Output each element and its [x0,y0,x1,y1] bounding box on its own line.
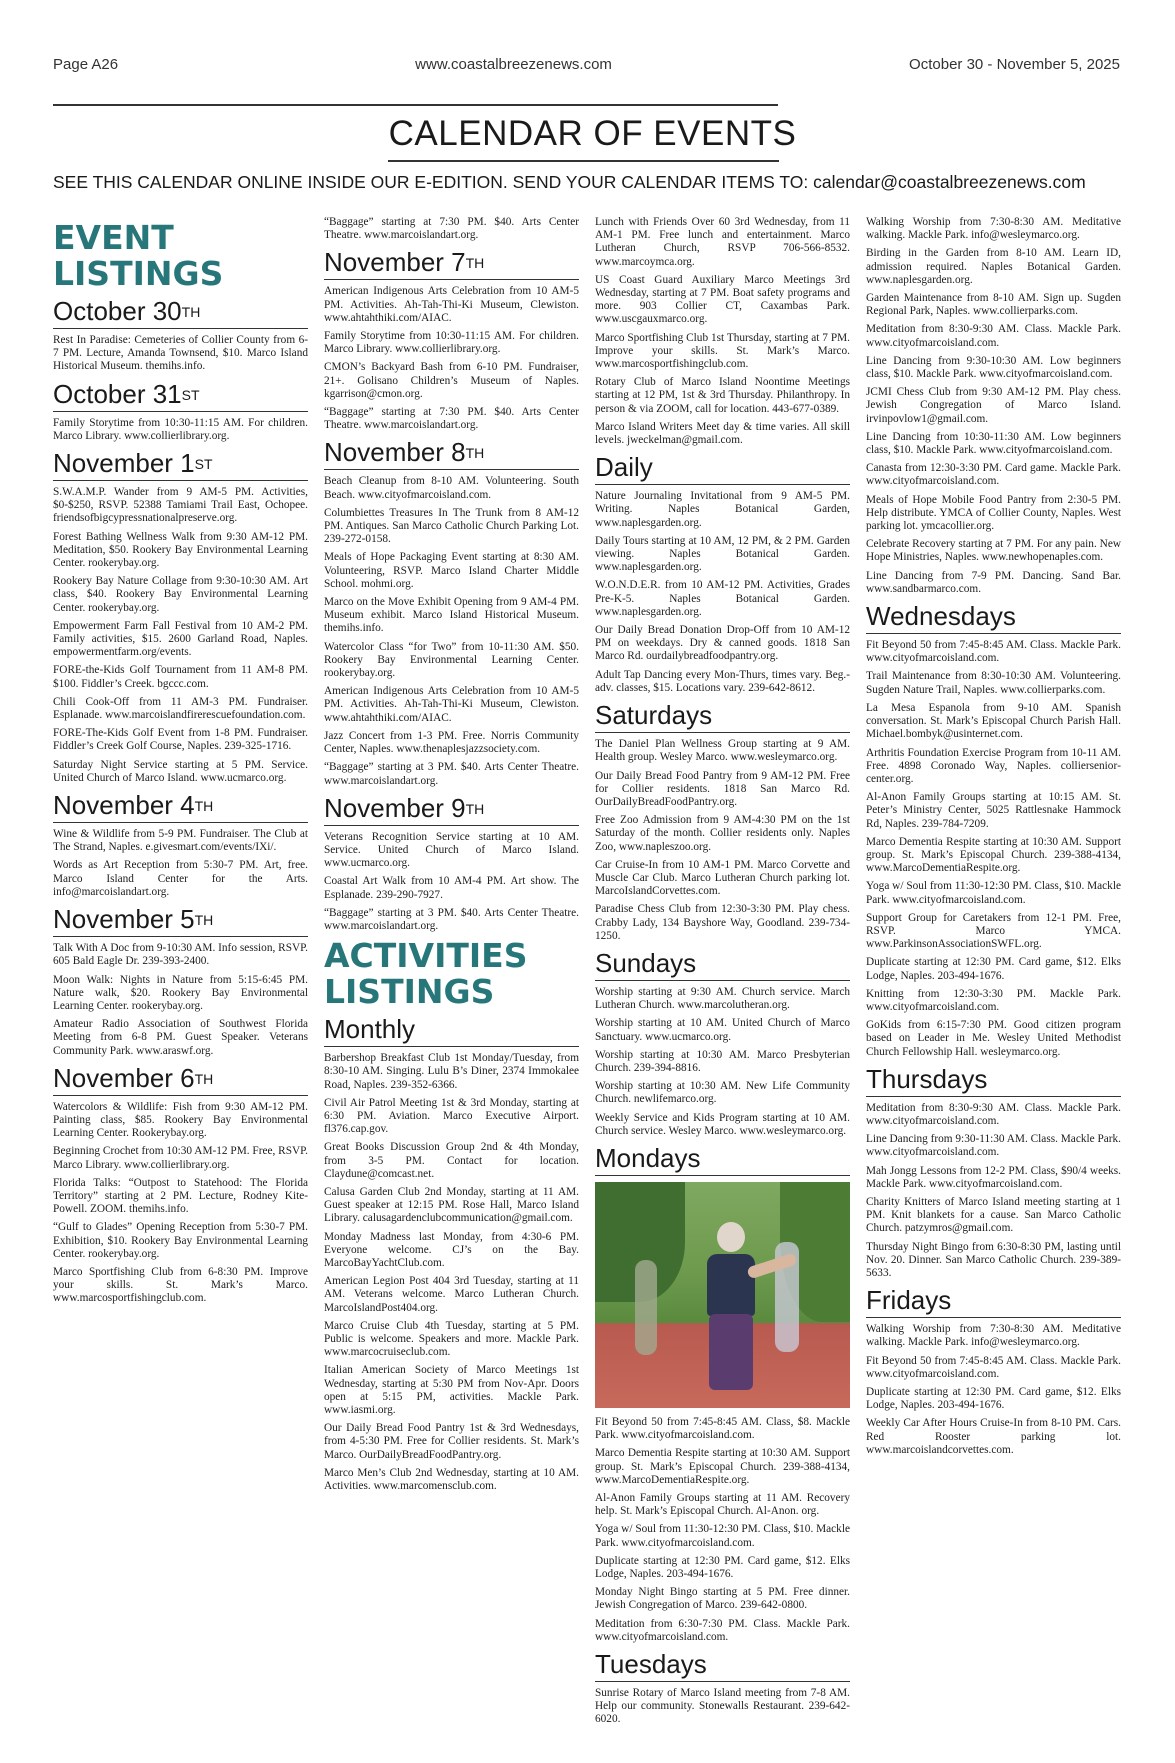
activity-item: Duplicate starting at 12:30 PM. Card game, $12. Elks Lodge, Naples. 203-494-1676. [866,1386,1121,1412]
date-heading-nov9-suffix: TH [465,800,485,817]
activity-item: Fit Beyond 50 from 7:45-8:45 AM. Class. Mackle Park. www.cityofmarcoisland.com. [866,1354,1121,1380]
activity-item: Our Daily Bread Food Pantry from 9 AM-12 PM. Free for Collier residents. 1818 San Marco Rd. OurDailyBreadFoodPantry.org. [595,769,850,808]
date-heading-nov5 [53,904,308,937]
date-heading-oct31-suffix: ST [181,386,200,403]
event-item: Meals of Hope Packaging Event starting at 8:30 AM. Volunteering, RSVP. Marco Island Charter Middle School. mohmi.org. [324,551,579,590]
activity-item: Marco Island Writers Meet day & time varies. All skill levels. jweckelman@gmail.com. [595,420,850,447]
event-item: Coastal Art Walk from 10 AM-4 PM. Art show. The Esplanade. 239-290-7927. [324,875,579,901]
event-item: CMON’s Backyard Bash from 6-10 PM. Fundraiser, 21+. Golisano Children’s Museum of Naples. kgarrison@cmon.org. [324,361,579,400]
date-heading-nov7-suffix: TH [465,255,485,272]
section-heading-mondays: Mondays [595,1143,850,1176]
photo-dancer-pants [709,1314,753,1390]
activity-item: Daily Tours starting at 10 AM, 12 PM, & 2 PM. Garden viewing. Naples Botanical Garden. www.naplesgarden.org. [595,534,850,574]
activity-item: Garden Maintenance from 8-10 AM. Sign up. Sugden Regional Park, Naples. www.collierparks.com. [866,292,1121,318]
site-url[interactable]: www.coastalbreezenews.com [415,56,612,73]
page-number: Page A26 [53,56,119,73]
event-item: “Baggage” starting at 3 PM. $40. Arts Center Theatre. www.marcoislandart.org. [324,906,579,932]
activity-item: Canasta from 12:30-3:30 PM. Card game. Mackle Park. www.cityofmarcoisland.com. [866,462,1121,488]
activity-item: Weekly Service and Kids Program starting at 10 AM. Church service. Wesley Marco. www.wesleymarco.org. [595,1111,850,1137]
date-heading-nov4-suffix: TH [194,798,214,815]
activity-item: Duplicate starting at 12:30 PM. Card game, $12. Elks Lodge, Naples. 203-494-1676. [595,1554,850,1580]
activity-item: US Coast Guard Auxiliary Marco Meetings 3rd Wednesday, starting at 7 PM. Boat safety programs and more. 903 Collier CT, Caxambas Park. www.uscgauxmarco.org. [595,273,850,326]
page-subtitle: SEE THIS CALENDAR ONLINE INSIDE OUR E-EDITION. SEND YOUR CALENDAR ITEMS TO: calendar@coastalbreezenews.com [53,172,1086,192]
photo-bg-person2 [635,1260,657,1355]
activity-item: Meditation from 6:30-7:30 PM. Class. Mackle Park. www.cityofmarcoisland.com. [595,1617,850,1643]
event-item: Florida Talks: “Outpost to Statehood: The Florida Territory” starting at 2 PM. Lecture, Rodney Kite-Powell. ZOOM. themihs.info. [53,1176,308,1216]
activity-item: Sunrise Rotary of Marco Island meeting from 7-8 AM. Help our community. Stonewalls Restaurant. 239-642-6020. [595,1687,850,1726]
event-item: Chili Cook-Off from 11 AM-3 PM. Fundraiser. Esplanade. www.marcoislandfirerescuefoundation.com. [53,695,308,722]
event-item: Family Storytime from 10:30-11:15 AM. For children. Marco Library. www.collierlibrary.org. [324,330,579,356]
activity-item: Barbershop Breakfast Club 1st Monday/Tuesday, from 8:30-10 AM. Singing. Lulu B’s Diner, 2374 Immokalee Road, Naples. 239-352-6366. [324,1052,579,1091]
activity-item: Our Daily Bread Food Pantry 1st & 3rd Wednesdays, from 4-5:30 PM. Free for Collier residents. St. Mark’s Marco. OurDailyBreadFoodPantry.org. [324,1422,579,1461]
activity-item: Yoga w/ Soul from 11:30-12:30 PM. Class, $10. Mackle Park. www.cityofmarcoisland.com. [866,880,1121,906]
date-heading-nov8-suffix: TH [465,445,485,462]
event-item: Columbiettes Treasures In The Trunk from 8 AM-12 PM. Antiques. San Marco Catholic Church Parking Lot. 239-272-0158. [324,506,579,546]
event-item: Veterans Recognition Service starting at 10 AM. Service. United Church of Marco Island. www.ucmarco.org. [324,830,579,870]
event-item: Empowerment Farm Fall Festival from 10 AM-2 PM. Family activities, $15. 2600 Garland Road, Naples. empowermentfarm.org/events. [53,619,308,659]
activity-item: Line Dancing from 10:30-11:30 AM. Low beginners class, $10. Mackle Park. www.cityofmarcoisland.com. [866,430,1121,457]
event-item: American Indigenous Arts Celebration from 10 AM-5 PM. Activities. Ah-Tah-Thi-Ki Museum, Clewiston. www.ahtahthiki.com/AIAC. [324,685,579,724]
section-heading-thursdays: Thursdays [866,1064,1121,1097]
event-item: Amateur Radio Association of Southwest Florida Meeting from 6-8 PM. Guest Speaker. Veterans Community Park. www.araswf.org. [53,1018,308,1057]
event-item: “Gulf to Glades” Opening Reception from 5:30-7 PM. Exhibition, $10. Rookery Bay Environmental Learning Center. rookerybay.org. [53,1221,308,1260]
activity-item: Duplicate starting at 12:30 PM. Card game, $12. Elks Lodge, Naples. 203-494-1676. [866,956,1121,982]
activity-item: Monday Madness last Monday, from 4:30-6 PM. Everyone welcome. CJ’s on the Bay. MarcoBayYachtClub.com. [324,1230,579,1269]
event-item: Watercolors & Wildlife: Fish from 9:30 AM-12 PM. Painting class, $85. Rookery Bay Environmental Learning Center. Rookerybay.org. [53,1100,308,1140]
activity-item: Worship starting at 10 AM. United Church of Marco Sanctuary. www.ucmarco.org. [595,1017,850,1043]
activity-item: Great Books Discussion Group 2nd & 4th Monday, from 3-5 PM. Contact for location. Claydune@comcast.net. [324,1141,579,1180]
date-heading-oct31-text: October 31 [53,378,182,409]
activity-item: Worship starting at 10:30 AM. New Life Community Church. newlifemarco.org. [595,1080,850,1106]
activity-item: Marco Dementia Respite starting at 10:30 AM. Support group. St. Mark’s Episcopal Church. 239-388-4134, www.MarcoDementiaRespite.org. [595,1447,850,1486]
activity-item: La Mesa Espanola from 9-10 AM. Spanish conversation. St. Mark’s Episcopal Church Parish Hall. Michael.bombyk@usinternet.com. [866,701,1121,741]
activity-item: Knitting from 12:30-3:30 PM. Mackle Park. www.cityofmarcoisland.com. [866,987,1121,1013]
activity-item: W.O.N.D.E.R. from 10 AM-12 PM. Activities, Grades Pre-K-5. Naples Botanical Garden. www.naplesgarden.org. [595,579,850,618]
date-heading-nov1-suffix: ST [194,456,213,473]
activity-item: Marco Cruise Club 4th Tuesday, starting at 5 PM. Public is welcome. Speakers and more. Mackle Park. www.marcocruiseclub.com. [324,1319,579,1359]
activity-item: Celebrate Recovery starting at 7 PM. For any pain. New Hope Ministries, Naples. www.newhopenaples.com. [866,538,1121,564]
activity-item: Trail Maintenance from 8:30-10:30 AM. Volunteering. Sugden Nature Trail, Naples. www.collierparks.com. [866,670,1121,696]
activity-item: Line Dancing from 9:30-11:30 AM. Class. Mackle Park. www.cityofmarcoisland.com. [866,1133,1121,1159]
column-2 [324,216,579,1751]
activity-item: Charity Knitters of Marco Island meeting starting at 1 PM. Knit blankets for a cause. San Marco Catholic Church. patzymros@gmail.com. [866,1195,1121,1235]
photo-dancer-head [717,1222,745,1252]
exercise-class-photo [595,1182,850,1408]
date-heading-oct30-text: October 30 [53,296,182,326]
event-item: American Indigenous Arts Celebration from 10 AM-5 PM. Activities. Ah-Tah-Thi-Ki Museum, Clewiston. www.ahtahthiki.com/AIAC. [324,285,579,324]
date-heading-oct30-suffix: TH [181,304,201,320]
activity-item: Marco Dementia Respite starting at 10:30 AM. Support group. St. Mark’s Episcopal Church. 239-388-4134, www.MarcoDementiaRespite.org. [866,835,1121,875]
date-heading-nov9 [324,793,579,826]
activity-item: Free Zoo Admission from 9 AM-4:30 PM on the 1st Saturday of the month. Collier residents only. Naples Zoo, www.napleszoo.org. [595,814,850,853]
section-heading-sundays: Sundays [595,948,850,981]
date-heading-nov6 [53,1063,308,1096]
activity-item: Rotary Club of Marco Island Noontime Meetings starting at 12 PM, 1st & 3rd Thursday. Philanthropy. In person & via ZOOM, call for location. 443-677-0389. [595,376,850,415]
section-heading-tuesdays: Tuesdays [595,1649,850,1682]
activity-item: Mah Jongg Lessons from 12-2 PM. Class, $90/4 weeks. Mackle Park. www.cityofmarcoisland.com. [866,1164,1121,1190]
activity-item: Line Dancing from 9:30-10:30 AM. Low beginners class, $10. Mackle Park. www.cityofmarcoisland.com. [866,354,1121,381]
event-item: Rest In Paradise: Cemeteries of Collier County from 6-7 PM. Lecture, Amanda Townsend, $10. Marco Island Historical Museum. themihs.info. [53,334,308,373]
date-heading-nov5-suffix: TH [194,912,214,929]
activity-item: JCMI Chess Club from 9:30 AM-12 PM. Play chess. Jewish Congregation of Marco Island. irvinpovlow1@gmail.com. [866,386,1121,425]
date-heading-nov6-suffix: TH [194,1070,214,1087]
calendar-columns [53,216,1121,1751]
activity-item: Lunch with Friends Over 60 3rd Wednesday, from 11 AM-1 PM. Free lunch and entertainment. Marco Lutheran Church, RSVP 706-566-8532. www.marcoymca.org. [595,216,850,268]
photo-dancer-shirt [707,1254,755,1316]
event-item: Forest Bathing Wellness Walk from 9:30 AM-12 PM. Meditation, $50. Rookery Bay Environmental Learning Center. rookerybay.org. [53,530,308,570]
header-rule [53,104,778,106]
event-item: Marco on the Move Exhibit Opening from 9 AM-4 PM. Museum exhibit. Marco Island Historical Museum. themihs.info. [324,596,579,635]
activity-item: Italian American Society of Marco Meetings 1st Wednesday, starting at 5:30 PM from Nov-Apr. Doors open at 5:15 PM, activities. Mackle Park. www.iasmi.org. [324,1364,579,1416]
title-rule [388,160,779,162]
date-heading-nov4 [53,790,308,823]
date-heading-nov4-text: November 4 [53,790,195,821]
date-heading-nov1-text: November 1 [53,448,195,479]
activity-item: Thursday Night Bingo from 6:30-8:30 PM, lasting until Nov. 20. Dinner. San Marco Catholic Church. 239-389-5633. [866,1240,1121,1279]
activity-item: GoKids from 6:15-7:30 PM. Good citizen program based on Leader in Me. Wesley United Methodist Church Fellowship Hall. wesleymarco.org. [866,1019,1121,1058]
event-item: FORE-the-Kids Golf Tournament from 11 AM-8 PM. $100. Fiddler’s Creek. bgccc.com. [53,664,308,690]
activity-item: Monday Night Bingo starting at 5 PM. Free dinner. Jewish Congregation of Marco. 239-642-0800. [595,1586,850,1612]
event-item: “Baggage” starting at 3 PM. $40. Arts Center Theatre. www.marcoislandart.org. [324,761,579,787]
event-item: “Baggage” starting at 7:30 PM. $40. Arts Center Theatre. www.marcoislandart.org. [324,216,579,242]
event-item: Family Storytime from 10:30-11:15 AM. For children. Marco Library. www.collierlibrary.org. [53,416,308,442]
date-heading-nov6-text: November 6 [53,1062,195,1093]
issue-dates: October 30 - November 5, 2025 [909,56,1120,73]
event-listings-heading: EVENT LISTINGS [53,218,224,293]
activity-item: Weekly Car After Hours Cruise-In from 8-10 PM. Cars. Red Rooster parking lot. www.marcoislandcorvettes.com. [866,1417,1121,1456]
date-heading-nov8 [324,437,579,470]
activity-item: American Legion Post 404 3rd Tuesday, starting at 11 AM. Veterans welcome. Marco Lutheran Church. MarcoIslandPost404.org. [324,1275,579,1314]
activity-item: Nature Journaling Invitational from 9 AM-5 PM. Writing. Naples Botanical Garden, www.naplesgarden.org. [595,490,850,529]
activity-item: Worship starting at 9:30 AM. Church service. March Lutheran Church. www.marcolutheran.org. [595,985,850,1012]
activity-item: Al-Anon Family Groups starting at 11 AM. Recovery help. St. Mark’s Episcopal Church. Al-Anon. org. [595,1491,850,1518]
activity-item: Marco Sportfishing Club 1st Thursday, starting at 7 PM. Improve your skills. St. Mark’s Marco. www.marcosportfishingclub.com. [595,331,850,371]
event-item: Moon Walk: Nights in Nature from 5:15-6:45 PM. Nature walk, $20. Rookery Bay Environmental Learning Center. rookerybay.org. [53,973,308,1012]
activity-item: Fit Beyond 50 from 7:45-8:45 AM. Class, $8. Mackle Park. www.cityofmarcoisland.com. [595,1415,850,1442]
section-heading-wednesdays: Wednesdays [866,601,1121,634]
event-item: Jazz Concert from 1-3 PM. Free. Norris Community Center, Naples. www.thenaplesjazzsociety.com. [324,729,579,756]
activity-item: Birding in the Garden from 8-10 AM. Learn ID, admission required. Naples Botanical Garden. www.naplesgarden.org. [866,247,1121,286]
column-4 [866,216,1121,1751]
activity-item: Walking Worship from 7:30-8:30 AM. Meditative walking. Mackle Park. info@wesleymarco.org. [866,1323,1121,1349]
activity-item: Line Dancing from 7-9 PM. Dancing. Sand Bar. www.sandbarmarco.com. [866,569,1121,595]
date-heading-nov7 [324,247,579,280]
activity-item: Paradise Chess Club from 12:30-3:30 PM. Play chess. Crabby Lady, 134 Bayshore Way, Goodland. 239-734-1250. [595,903,850,942]
activity-item: Al-Anon Family Groups starting at 10:15 AM. St. Peter’s Ministry Center, 5025 Rattlesnake Hammock Rd, Naples. 239-784-7209. [866,791,1121,830]
activity-item: Meditation from 8:30-9:30 AM. Class. Mackle Park. www.cityofmarcoisland.com. [866,323,1121,349]
event-item: Beginning Crochet from 10:30 AM-12 PM. Free, RSVP. Marco Library. www.collierlibrary.org. [53,1145,308,1171]
section-heading-daily: Daily [595,452,850,485]
date-heading-nov8-text: November 8 [324,437,466,468]
activity-item: Marco Men’s Club 2nd Wednesday, starting at 10 AM. Activities. www.marcomensclub.com. [324,1466,579,1493]
activity-item: Fit Beyond 50 from 7:45-8:45 AM. Class. Mackle Park. www.cityofmarcoisland.com. [866,639,1121,665]
activity-item: Yoga w/ Soul from 11:30-12:30 PM. Class, $10. Mackle Park. www.cityofmarcoisland.com. [595,1523,850,1549]
date-heading-nov9-text: November 9 [324,792,466,823]
activity-item: Car Cruise-In from 10 AM-1 PM. Marco Corvette and Muscle Car Club. Marco Lutheran Church parking lot. MarcoIslandCorvettes.com. [595,858,850,898]
event-item: Saturday Night Service starting at 5 PM. Service. United Church of Marco Island. www.ucmarco.org. [53,758,308,784]
activity-item: Our Daily Bread Donation Drop-Off from 10 AM-12 PM on weekdays. Dry & canned goods. 1818 San Marco Rd. ourdailybreadfoodpantry.org. [595,624,850,663]
activity-item: Walking Worship from 7:30-8:30 AM. Meditative walking. Mackle Park. info@wesleymarco.org. [866,216,1121,242]
date-heading-nov5-text: November 5 [53,904,195,935]
activity-item: Adult Tap Dancing every Mon-Thurs, times vary. Beg.-adv. classes, $15. Locations vary. 239-642-8612. [595,668,850,694]
activity-item: The Daniel Plan Wellness Group starting at 9 AM. Health group. Wesley Marco. www.wesleymarco.org. [595,738,850,764]
date-heading-nov1 [53,448,308,481]
activity-item: Meditation from 8:30-9:30 AM. Class. Mackle Park. www.cityofmarcoisland.com. [866,1101,1121,1127]
activity-item: Arthritis Foundation Exercise Program from 10-11 AM. Free. 4898 Coronado Way, Naples. collierseniorcenter.org. [866,746,1121,785]
photo-dancer [703,1222,759,1392]
page-title: CALENDAR OF EVENTS [388,114,797,153]
activity-item: Support Group for Caretakers from 12-1 PM. Free, RSVP. Marco YMCA. www.ParkinsonAssociationSWFL.org. [866,911,1121,951]
date-heading-oct31 [53,379,308,412]
event-item: Wine & Wildlife from 5-9 PM. Fundraiser. The Club at The Strand, Naples. e.givesmart.com/events/IXi/. [53,828,308,854]
event-item: “Baggage” starting at 7:30 PM. $40. Arts Center Theatre. www.marcoislandart.org. [324,406,579,432]
section-heading-saturdays: Saturdays [595,700,850,733]
event-item: S.W.A.M.P. Wander from 9 AM-5 PM. Activities, $0-$250, RSVP. 52388 Tamiami Trail East, Ochopee. friendsofbigcypressnationalpreserve.org. [53,486,308,525]
activity-item: Meals of Hope Mobile Food Pantry from 2:30-5 PM. Help distribute. YMCA of Collier County, Naples. West parking lot. ymcacollier.org. [866,493,1121,533]
date-heading-oct30 [53,296,308,329]
column-3 [595,216,850,1751]
section-heading-fridays: Fridays [866,1285,1121,1318]
event-item: Rookery Bay Nature Collage from 9:30-10:30 AM. Art class, $40. Rookery Bay Environmental Learning Center. rookerybay.org. [53,575,308,614]
event-item: Words as Art Reception from 5:30-7 PM. Art, free. Marco Island Center for the Arts. info@marcoislandart.org. [53,859,308,898]
activity-item: Calusa Garden Club 2nd Monday, starting at 11 AM. Guest speaker at 12:15 PM. Rose Hall, Marco Island Library. calusagardenclubcommunication@gmail.com. [324,1185,579,1225]
event-item: Watercolor Class “for Two” from 10-11:30 AM. $50. Rookery Bay Environmental Learning Center. rookerybay.org. [324,640,579,680]
date-heading-nov7-text: November 7 [324,247,466,278]
section-heading-monthly: Monthly [324,1014,579,1047]
event-item: FORE-The-Kids Golf Event from 1-8 PM. Fundraiser. Fiddler’s Creek Golf Course, Naples. 239-325-1716. [53,727,308,753]
event-item: Talk With A Doc from 9-10:30 AM. Info session, RSVP. 605 Bald Eagle Dr. 239-393-2400. [53,942,308,968]
event-item: Beach Cleanup from 8-10 AM. Volunteering. South Beach. www.cityofmarcoisland.com. [324,475,579,501]
event-item: Marco Sportfishing Club from 6-8:30 PM. Improve your skills. St. Mark’s Marco. www.marcosportfishingclub.com. [53,1265,308,1305]
activity-item: Civil Air Patrol Meeting 1st & 3rd Monday, starting at 6:30 PM. Aviation. Marco Executive Airport. fl376.cap.gov. [324,1096,579,1136]
column-1 [53,216,308,1751]
activity-item: Worship starting at 10:30 AM. Marco Presbyterian Church. 239-394-8816. [595,1048,850,1074]
page-header [53,56,1120,73]
activities-listings-heading: ACTIVITIES LISTINGS [324,936,528,1012]
